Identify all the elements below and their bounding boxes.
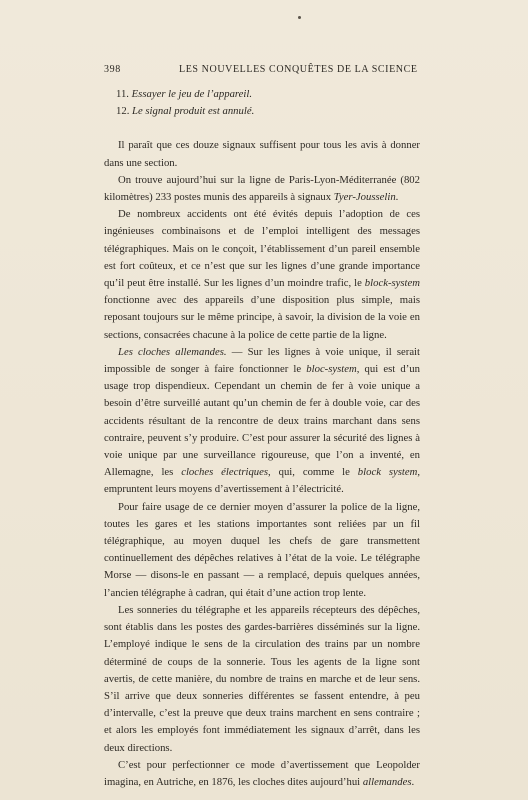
paragraphs <box>104 137 420 791</box>
paragraph <box>104 172 420 206</box>
italic-text: bloc-system <box>306 363 357 376</box>
signal-text: Le signal produit est annulé. <box>132 105 255 118</box>
signal-item-12 <box>104 103 420 120</box>
signal-item-11 <box>104 86 420 103</box>
italic-text: allemandes <box>362 775 412 788</box>
text-run: Pour faire usage de ce dernier moyen d’assurer la police de la ligne, toutes les gares et les stations importantes sont reliées par un fil télégraphique, au moyen duquel les chefs de gare transmettent continuellement des dépêches relatives à l’état de la voie. Le télégraphe Morse — disons-le en passant — a remplacé, depuis quelques années, l’ancien télégraphe à cadran, qui était d’une action trop lente. <box>104 500 420 599</box>
text-run: , empruntent leurs moyens d’avertissement à l’électricité. <box>104 466 420 496</box>
paragraph <box>104 602 420 757</box>
ink-dot <box>298 16 301 19</box>
italic-text: Tyer-Jousselin <box>333 191 396 204</box>
text-run: , qui est d’un usage trop dispendieux. Cependant un chemin de fer à voie unique a besoin d’être surveillé autant qu’un chemin de fer à double voie, car des accidents résultant de la rencontre de deux trains marchant dans sens contraire, peuvent s’y produire. C’est pour assurer la sécurité des lignes à voie unique par une surveillance rigoureuse, que l’on a inventé, en Allemagne, les <box>104 363 420 479</box>
page-header <box>104 64 424 78</box>
text-run: Les sonneries du télégraphe et les appareils récepteurs des dépêches, sont établis dans les postes des gardes-barrières disséminés sur la ligne. L’employé indique le sens de la circulation des trains par un nombre déterminé de coups de la sonnerie. Tous les agents de la ligne sont avertis, de cette manière, du nombre de trains en marche et de leur sens. S’il arrive que deux sonneries différentes se fassent entendre, à peu d’intervalle, c’est la preuve que deux trains marchent en sens contraire ; et alors les employés font immédiatement les signaux d’arrêt, dans les deux directions. <box>104 603 420 754</box>
italic-text: block-system <box>364 277 420 290</box>
text-run: C’est pour perfectionner ce mode d’avertissement que Leopolder imagina, en Autriche, en 1876, les cloches dites aujourd’hui <box>104 758 420 788</box>
paragraph <box>104 499 420 602</box>
paragraph <box>104 206 420 344</box>
text-run: fonctionne avec des appareils d’une disposition plus simple, mais reposant toujours sur le même principe, à savoir, la division de la voie en sections, consacrées chacune à la police de cette partie de la ligne. <box>104 294 420 341</box>
page-body <box>104 86 420 791</box>
paragraph <box>104 137 420 171</box>
section-gap <box>104 120 420 137</box>
page-number: 398 <box>104 64 121 75</box>
italic-text: block system <box>357 466 418 479</box>
signal-text: Essayer le jeu de l’appareil. <box>131 88 253 100</box>
italic-text: Les cloches allemandes. <box>118 345 227 358</box>
signal-number: 12. <box>116 105 130 118</box>
text-run: Il paraît que ces douze signaux suffisent pour tous les avis à donner dans une section. <box>104 139 420 169</box>
paragraph <box>104 757 420 791</box>
text-run: . <box>411 775 415 788</box>
text-run: De nombreux accidents ont été évités depuis l’adoption de ces ingénieuses combinaisons et de l’emploi intelligent des messages télégraphiques. Mais on le conçoit, l’établissement d’un pareil ensemble est fort coûteux, et ce n’est que sur les lignes d’une grande importance qu’il peut être installé. Sur les lignes d’un moindre trafic, le <box>104 208 420 290</box>
text-run: On trouve aujourd’hui sur la ligne de Paris-Lyon-Méditerranée (802 kilomètres) 233 postes munis des appareils à signaux <box>104 173 420 204</box>
signal-number: 11. <box>116 88 129 100</box>
text-run: — Sur les lignes à voie unique, il serait impossible de songer à faire fonctionner le <box>104 345 420 376</box>
text-run: . <box>395 191 399 204</box>
text-run: , qui, comme le <box>268 466 358 479</box>
running-title: LES NOUVELLES CONQUÊTES DE LA SCIENCE <box>179 64 418 75</box>
paragraph <box>104 344 420 499</box>
italic-text: cloches électriques <box>181 466 269 479</box>
